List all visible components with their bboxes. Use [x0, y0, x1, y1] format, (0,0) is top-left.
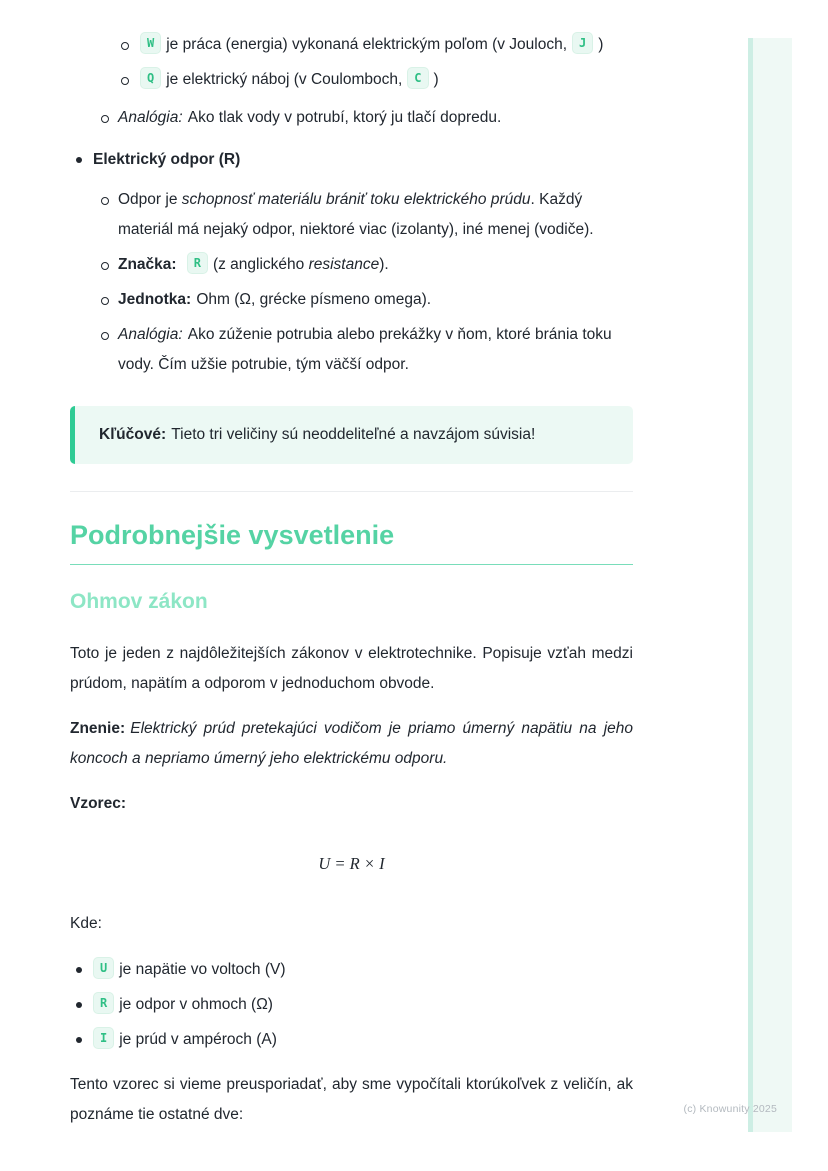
closing-paragraph: Tento vzorec si vieme preusporiadať, aby sme vypočítali ktorúkoľvek z veličín, ak poznáme tie ostatné dve: [70, 1076, 633, 1123]
list-item-resistance-title [70, 145, 633, 175]
scrollbar-track[interactable] [748, 38, 792, 1132]
inline-code-r: R [187, 252, 208, 274]
symbol-mid: (z anglického [212, 256, 309, 273]
list-item-text: je odpor v ohmoch (Ω) [119, 996, 273, 1013]
variables-list [70, 955, 633, 1055]
list-item-symbol [70, 250, 633, 280]
list-item-unit [70, 285, 633, 315]
analogy-label: Analógia: [118, 326, 183, 343]
list-item-voltage [70, 955, 633, 985]
inline-code-i: I [93, 1027, 114, 1049]
callout-text: Tieto tri veličiny sú neoddeliteľné a navzájom súvisia! [171, 426, 536, 443]
list-item-text: je napätie vo voltoch (V) [119, 961, 286, 978]
inline-code-j: J [572, 32, 593, 54]
where-label: Kde: [70, 915, 102, 932]
inline-code-w: W [140, 32, 161, 54]
inline-code-u: U [93, 957, 114, 979]
statement-label: Znenie: [70, 720, 126, 737]
section-divider [70, 491, 633, 492]
definition-lead: Odpor je [118, 191, 182, 208]
section-heading: Podrobnejšie vysvetlenie [70, 519, 633, 565]
key-callout [70, 406, 633, 464]
page-content [70, 30, 633, 1130]
subsection-heading: Ohmov zákon [70, 590, 208, 613]
inline-code-c: C [407, 67, 428, 89]
definition-italic: schopnosť materiálu brániť toku elektrického prúdu [181, 191, 531, 208]
list-item-current [70, 1025, 633, 1055]
formula-label: Vzorec: [70, 795, 126, 812]
list-item-analogy-resistance [70, 320, 633, 380]
unit-text: Ohm (Ω, grécke písmeno omega). [196, 291, 432, 308]
symbol-suffix: ). [379, 256, 389, 273]
inline-code-r: R [93, 992, 114, 1014]
statement-paragraph [70, 714, 633, 774]
definition-rest: . Každý materiál má nejaký odpor, niektoré viac (izolanty), iné menej (vodiče). [118, 191, 594, 238]
list-item-resistance [70, 990, 633, 1020]
symbol-label: Značka: [118, 256, 177, 273]
list-item-charge [70, 65, 633, 95]
resistance-title: Elektrický odpor (R) [93, 151, 241, 168]
unit-label: Jednotka: [118, 291, 192, 308]
analogy-text: Ako zúženie potrubia alebo prekážky v ňom, ktoré bránia toku vody. Čím užšie potrubie, tým väčší odpor. [118, 326, 612, 373]
formula-label-paragraph [70, 789, 633, 819]
list-item-analogy-voltage [70, 103, 633, 133]
inline-code-q: Q [140, 67, 161, 89]
copyright-footer: (c) Knowunity 2025 [683, 1103, 777, 1115]
intro-paragraph: Toto je jeden z najdôležitejších zákonov v elektrotechnike. Popisuje vzťah medzi prúdom, napätím a odporom v jednoduchom obvode. [70, 645, 633, 692]
list-item-text: je elektrický náboj (v Coulomboch, [166, 71, 403, 88]
list-item-suffix: ) [433, 71, 439, 88]
symbol-italic: resistance [308, 256, 380, 273]
statement-text: Elektrický prúd pretekajúci vodičom je priamo úmerný napätiu na jeho koncoch a nepriamo úmerný jeho elektrickému odporu. [70, 720, 633, 767]
list-item-text: je práca (energia) vykonaná elektrickým poľom (v Jouloch, [166, 36, 568, 53]
callout-label: Kľúčové: [99, 426, 167, 443]
list-item-suffix: ) [598, 36, 604, 53]
analogy-text: Ako tlak vody v potrubí, ktorý ju tlačí dopredu. [187, 109, 502, 126]
list-item-text: je prúd v ampéroch (A) [119, 1031, 277, 1048]
analogy-label: Analógia: [118, 109, 183, 126]
list-item-work [70, 30, 633, 60]
ohms-law-formula: U = R × I [318, 854, 385, 873]
list-item-resistance-definition [70, 185, 633, 245]
